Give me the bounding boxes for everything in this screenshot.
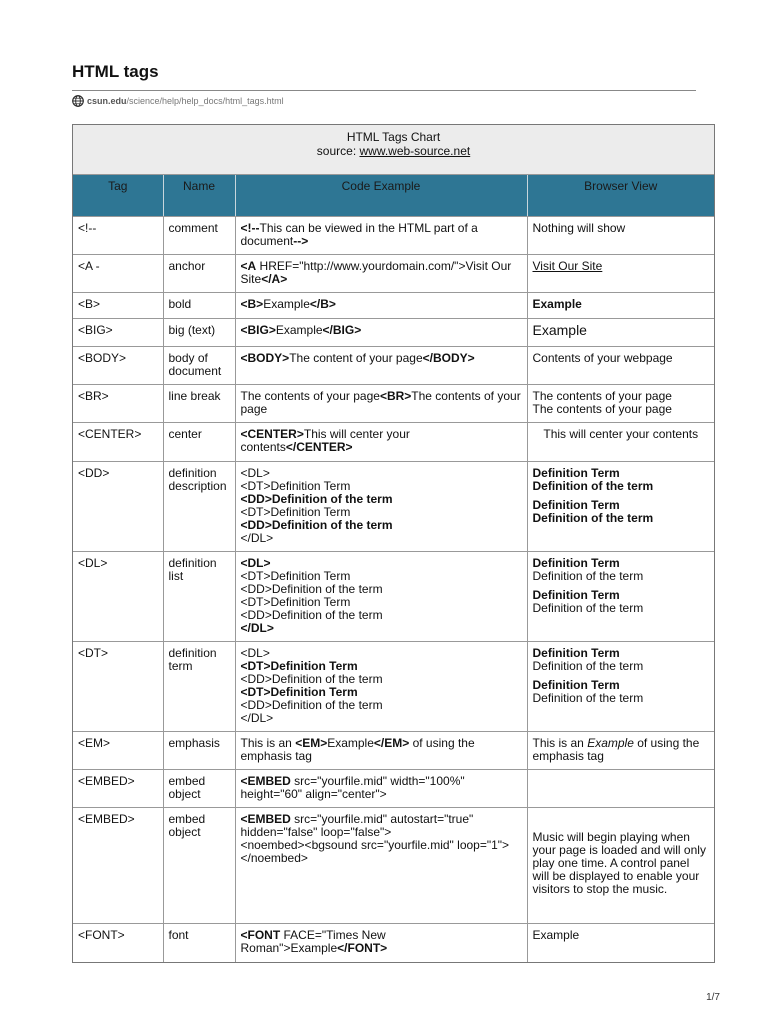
cell-code-example [235,255,527,293]
view-line [533,428,710,441]
cell-name: definition list [163,552,235,642]
code-line [241,324,522,337]
view-line [533,831,710,896]
code-text: <DT>Definition Term [240,595,351,609]
cell-code-example [235,319,527,347]
code-line [241,712,522,725]
cell-tag: <DT> [73,642,163,732]
cell-browser-view [527,347,714,385]
code-text: <noembed><bgsound src="yourfile.mid" loop="1"> [240,838,510,852]
table-row [73,385,714,423]
code-text: <DT>Definition Term [240,505,351,519]
code-text: <DD>Definition of the term [240,582,383,596]
code-text: </FONT> [337,941,388,955]
cell-code-example [235,423,527,462]
code-text: This will center your contents [240,427,410,454]
view-text: Example [532,322,587,338]
table-body [73,217,714,962]
view-text: Definition Term [532,678,620,692]
code-line [241,298,522,311]
cell-name: line break [163,385,235,423]
page-number: 1/7 [706,992,720,1003]
cell-code-example [235,385,527,423]
table-row [73,347,714,385]
html-tags-chart [72,124,715,963]
code-line [241,532,522,545]
cell-browser-view [527,770,714,808]
view-line [533,660,710,673]
view-text: Nothing will show [532,221,626,235]
cell-name: big (text) [163,319,235,347]
code-text: <DL> [240,466,270,480]
code-text: src="yourfile.mid" autostart="true" hidden="false" loop="false"> [240,812,474,839]
view-line [533,222,710,235]
code-text: <DD>Definition of the term [240,608,383,622]
view-text: of using the emphasis tag [532,736,700,763]
view-text: Example [587,736,634,750]
code-text: Example [275,323,323,337]
table-row [73,808,714,924]
view-line [533,929,710,942]
chart-header [73,125,714,175]
view-line [533,737,710,763]
code-text: </CENTER> [285,440,353,454]
cell-tag: <FONT> [73,924,163,962]
view-text: Definition of the term [532,479,654,493]
table-row [73,732,714,770]
cell-tag: <DL> [73,552,163,642]
code-text: <EMBED [240,774,291,788]
table-row [73,462,714,552]
code-text: <EMBED [240,812,291,826]
table-row [73,770,714,808]
view-line [533,298,710,311]
cell-tag: <BR> [73,385,163,423]
code-text: <DL> [240,556,271,570]
cell-tag: <A - [73,255,163,293]
code-text: </BIG> [322,323,362,337]
cell-tag: <BODY> [73,347,163,385]
code-text: <B> [240,297,264,311]
code-text: <DT>Definition Term [240,479,351,493]
title-divider [72,90,696,91]
view-text: Contents of your webpage [532,351,673,365]
code-text: src="yourfile.mid" width="100%" height="60" align="center"> [240,774,465,801]
cell-code-example [235,293,527,319]
cell-name: emphasis [163,732,235,770]
code-text: </B> [309,297,336,311]
cell-code-example [235,642,527,732]
code-text: <DD>Definition of the term [240,492,393,506]
cell-browser-view [527,423,714,462]
view-text: Definition of the term [532,569,644,583]
code-text: The content of your page [289,351,423,365]
chart-source-link[interactable]: www.web-source.net [359,144,471,158]
code-text: </DL> [240,531,274,545]
table-row [73,552,714,642]
cell-browser-view [527,385,714,423]
cell-browser-view [527,732,714,770]
code-text: Example [327,736,374,750]
cell-browser-view [527,293,714,319]
table-header-row [73,175,714,217]
cell-name: definition term [163,642,235,732]
table-row [73,217,714,255]
cell-name: embed object [163,770,235,808]
code-text: <BIG> [240,323,276,337]
source-url[interactable] [72,95,284,107]
chart-source-label: source: [316,144,360,158]
code-text: The contents of your page [240,389,521,416]
view-text: Definition of the term [532,659,644,673]
code-text: <DT>Definition Term [240,685,358,699]
code-line [241,775,522,801]
view-line [533,570,710,583]
cell-name: comment [163,217,235,255]
cell-code-example [235,217,527,255]
table-row [73,642,714,732]
cell-tag: <BIG> [73,319,163,347]
table-row [73,293,714,319]
code-text: </BODY> [422,351,475,365]
column-header-name: Name [163,175,235,217]
source-domain: csun.edu [87,96,127,106]
tags-table [73,175,714,962]
cell-name: bold [163,293,235,319]
code-line [241,352,522,365]
code-line [241,929,522,955]
code-text: </DL> [240,711,274,725]
view-text: Definition of the term [532,601,644,615]
code-text: --> [293,234,309,248]
cell-code-example [235,924,527,962]
column-header-browser-view: Browser View [527,175,714,217]
code-line [241,428,522,454]
cell-tag: <EMBED> [73,770,163,808]
code-line [241,813,522,839]
chart-title: HTML Tags Chart [346,130,441,144]
cell-tag: <EMBED> [73,808,163,924]
code-text: <DT>Definition Term [240,659,358,673]
globe-icon [72,95,84,107]
view-text: This will center your contents [543,427,699,441]
code-text: <DT>Definition Term [240,569,351,583]
cell-name: center [163,423,235,462]
code-text: <BODY> [240,351,290,365]
cell-name: embed object [163,808,235,924]
code-text: of using the emphasis tag [240,736,475,763]
cell-browser-view [527,924,714,962]
view-text: Definition Term [532,588,620,602]
view-text: Definition of the term [532,511,654,525]
cell-browser-view [527,808,714,924]
view-line [533,512,710,525]
cell-browser-view [527,462,714,552]
column-header-tag: Tag [73,175,163,217]
cell-code-example [235,552,527,642]
code-line [241,852,522,865]
code-line [241,699,522,712]
cell-tag: <CENTER> [73,423,163,462]
source-path: /science/help/help_docs/html_tags.html [126,96,284,106]
view-text: This is an [532,736,588,750]
view-line [533,352,710,365]
view-line [533,403,710,416]
code-line [241,222,522,248]
code-text: The contents of your page [240,389,380,403]
cell-code-example [235,808,527,924]
view-text: The contents of your page [532,402,672,416]
table-row [73,255,714,293]
view-line [533,324,710,338]
cell-name: anchor [163,255,235,293]
table-row [73,423,714,462]
code-line [241,622,522,635]
cell-tag: <DD> [73,462,163,552]
code-line [241,737,522,763]
view-text: Definition Term [532,556,620,570]
code-text: <DL> [240,646,270,660]
code-text: This can be viewed in the HTML part of a document [240,221,478,248]
cell-browser-view [527,552,714,642]
code-text: HREF="http://www.yourdomain.com/">Visit Our Site [240,259,512,286]
code-text: FACE="Times New Roman">Example [240,928,386,955]
view-text: Definition Term [532,466,620,480]
view-line [533,480,710,493]
chart-source [73,144,714,158]
cell-code-example [235,732,527,770]
code-text: </A> [261,272,288,286]
page-title: HTML tags [72,62,159,81]
cell-code-example [235,770,527,808]
code-line [241,609,522,622]
view-line [533,692,710,705]
cell-tag: <EM> [73,732,163,770]
code-text: <CENTER> [240,427,304,441]
view-line [533,602,710,615]
code-text: <!-- [240,221,260,235]
code-text: <A [240,259,257,273]
cell-tag: <!-- [73,217,163,255]
view-text: Example [532,297,582,311]
code-text: <FONT [240,928,281,942]
code-text: <DD>Definition of the term [240,698,383,712]
code-text: <EM> [295,736,328,750]
code-text: Example [263,297,310,311]
code-line [241,260,522,286]
cell-tag: <B> [73,293,163,319]
cell-code-example [235,462,527,552]
code-text: </EM> [373,736,410,750]
view-text[interactable]: Visit Our Site [532,259,603,273]
table-row [73,924,714,962]
cell-browser-view [527,217,714,255]
code-text: <BR> [379,389,412,403]
code-text: </noembed> [240,851,308,865]
view-text: Definition Term [532,498,620,512]
view-line [533,260,710,273]
table-row [73,319,714,347]
cell-name: body of document [163,347,235,385]
cell-code-example [235,347,527,385]
code-text: </DL> [240,621,274,635]
view-text: Music will begin playing when your page is loaded and will only play one time. A control panel will be displayed to enable your visitors to stop the music. [532,830,706,896]
cell-name: definition description [163,462,235,552]
cell-browser-view [527,642,714,732]
code-line [241,390,522,416]
code-text: <DD>Definition of the term [240,672,383,686]
cell-name: font [163,924,235,962]
code-text: <DD>Definition of the term [240,518,393,532]
cell-browser-view [527,255,714,293]
view-text: Example [532,928,580,942]
column-header-code-example: Code Example [235,175,527,217]
view-text: Definition of the term [532,691,644,705]
cell-browser-view [527,319,714,347]
view-text: Definition Term [532,646,620,660]
code-line [241,519,522,532]
code-text: This is an [240,736,296,750]
view-text: The contents of your page [532,389,672,403]
